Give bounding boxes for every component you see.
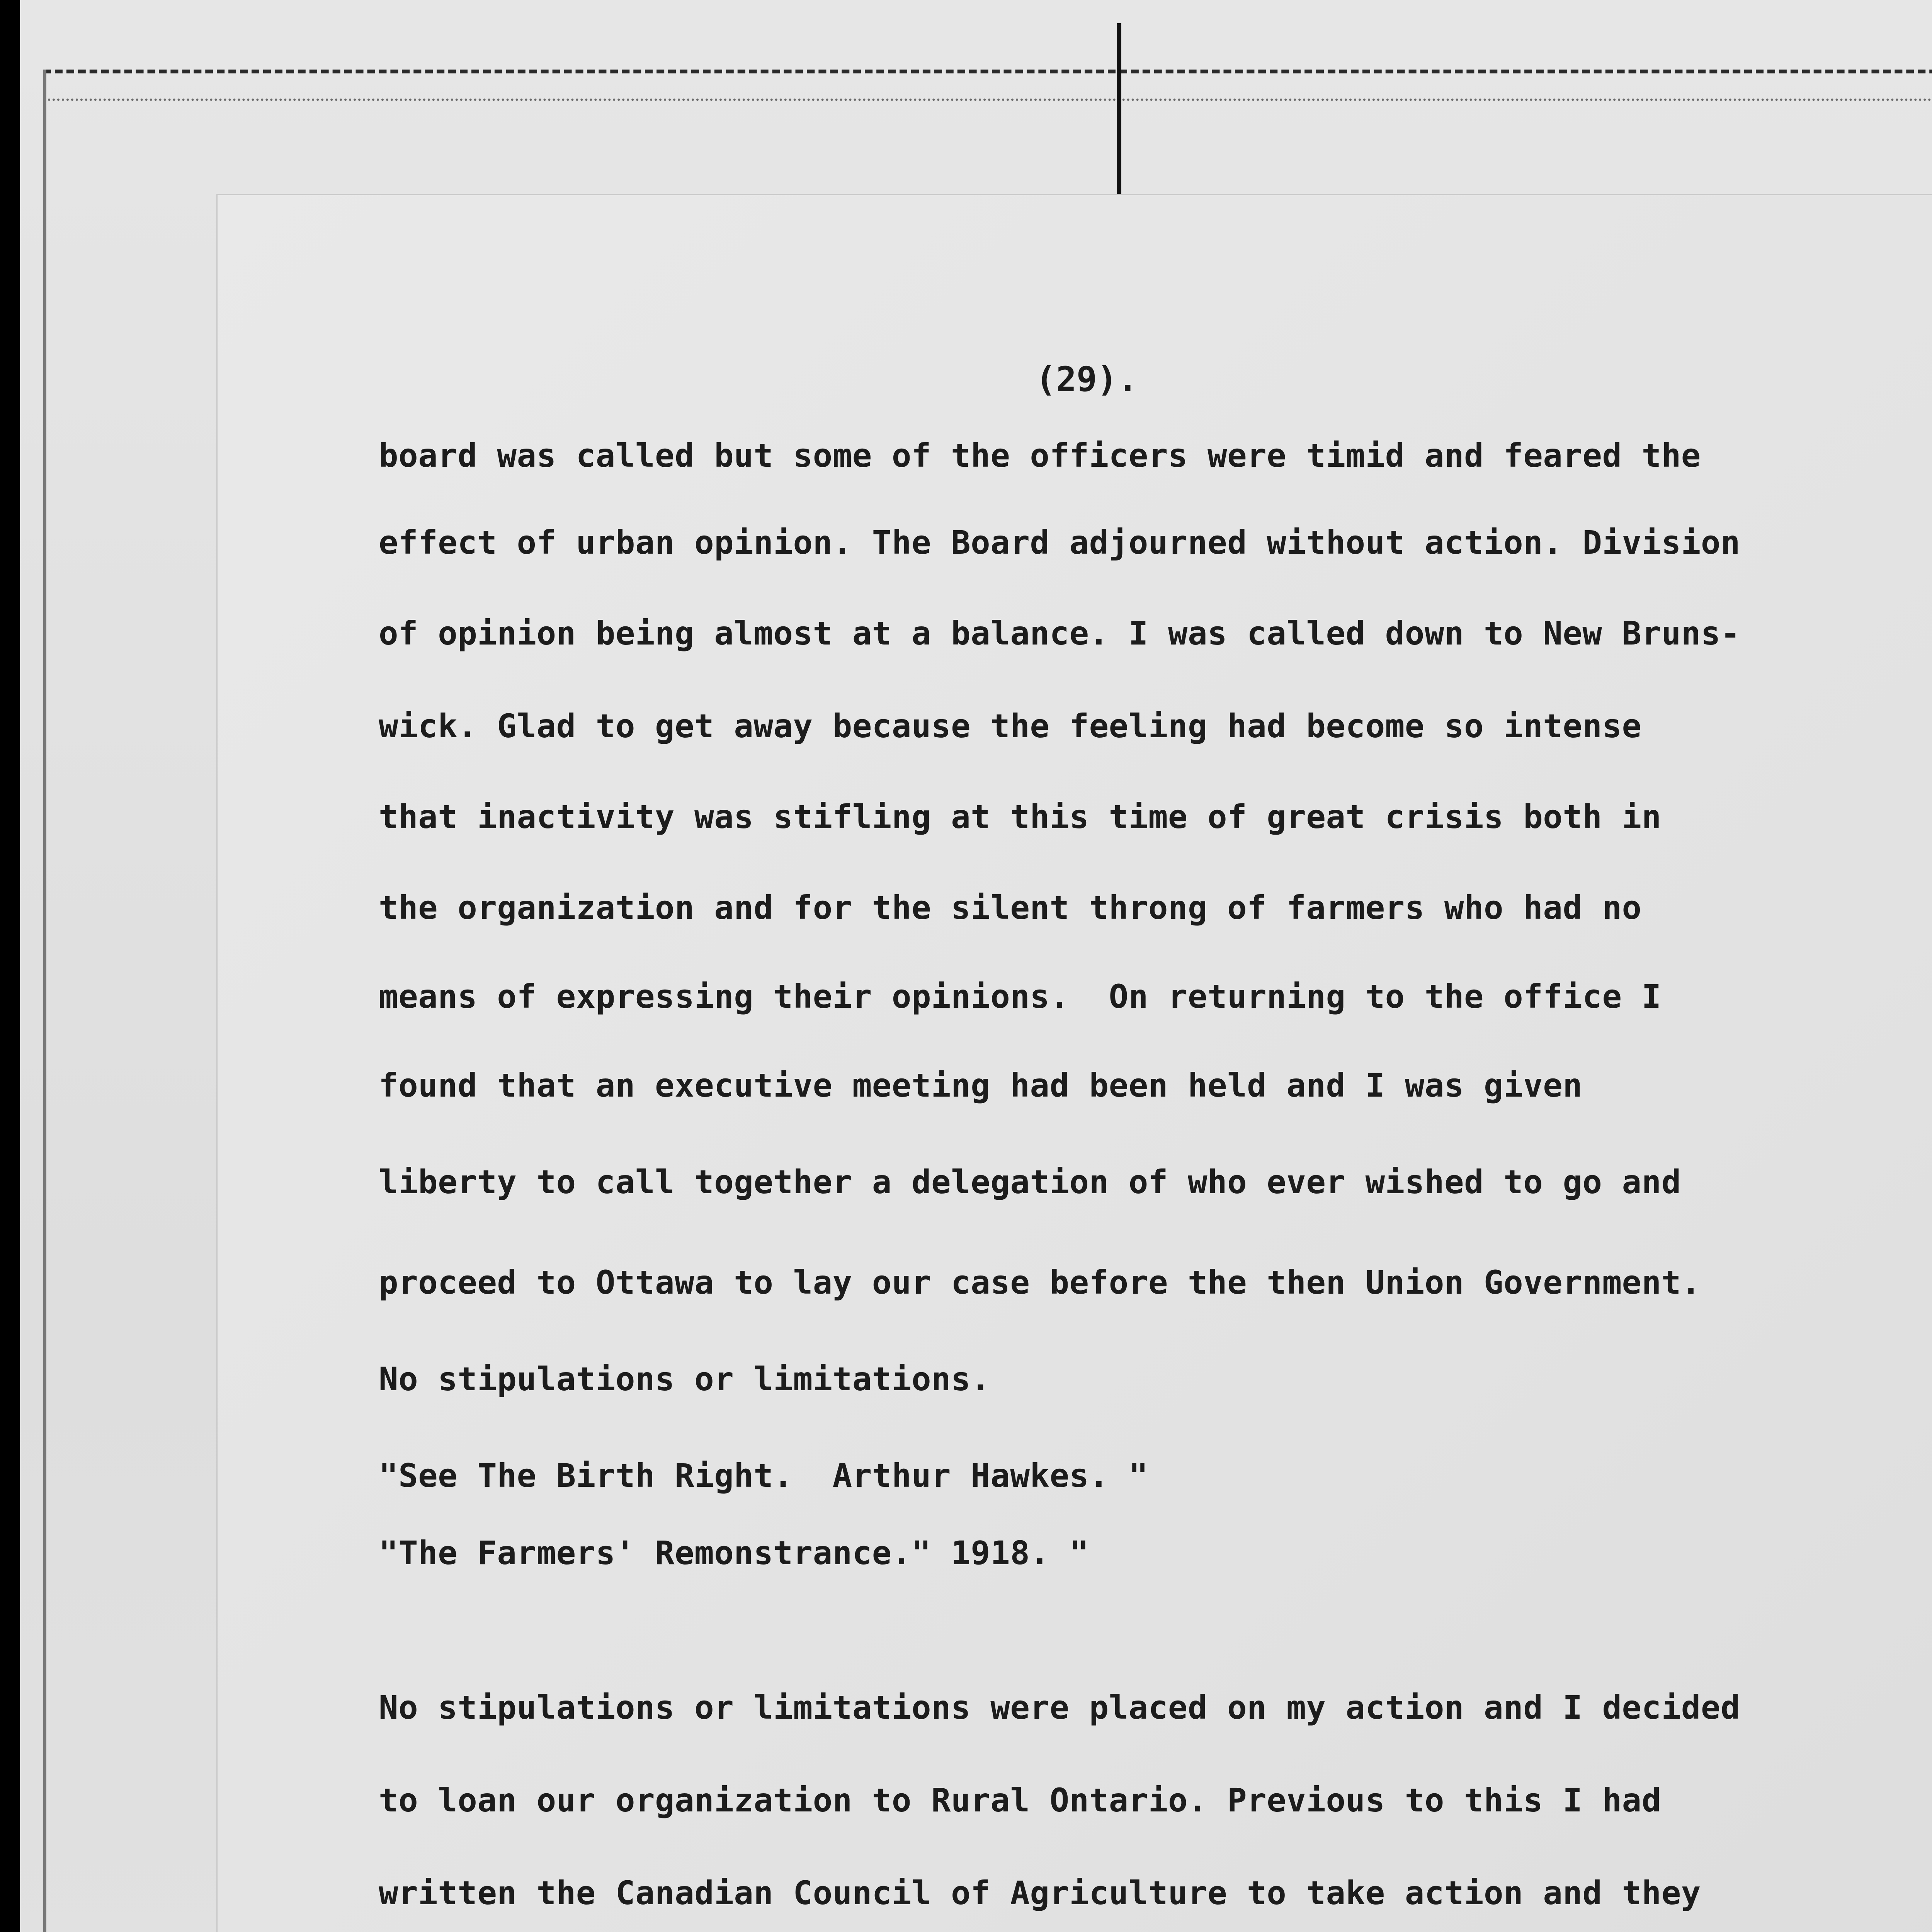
left-border-rule <box>43 70 46 1932</box>
text-line: No stipulations or limitations. <box>379 1360 991 1398</box>
text-line: No stipulations or limitations were placed on my action and I decided <box>379 1689 1740 1726</box>
text-line: of opinion being almost at a balance. I was called down to New Bruns- <box>379 614 1740 652</box>
citation-line: "The Farmers' Remonstrance." 1918. " <box>379 1534 1089 1572</box>
text-line: to loan our organization to Rural Ontario. Previous to this I had <box>379 1781 1662 1819</box>
text-line: means of expressing their opinions. On returning to the office I <box>379 978 1662 1015</box>
text-line: wick. Glad to get away because the feeling had become so intense <box>379 707 1642 745</box>
text-line: written the Canadian Council of Agriculture to take action and they <box>379 1874 1701 1912</box>
text-line: that inactivity was stifling at this time of great crisis both in <box>379 798 1662 836</box>
text-line: effect of urban opinion. The Board adjourned without action. Division <box>379 524 1740 561</box>
text-line: board was called but some of the officers were timid and feared the <box>379 437 1701 474</box>
citation-line: "See The Birth Right. Arthur Hawkes. " <box>379 1457 1148 1495</box>
page-number: (29). <box>1036 359 1138 399</box>
top-dashed-rule <box>43 70 1932 73</box>
text-line: proceed to Ottawa to lay our case before the then Union Government. <box>379 1264 1701 1301</box>
center-divider <box>1117 23 1121 201</box>
text-line: found that an executive meeting had been held and I was given <box>379 1066 1583 1104</box>
top-dotted-rule <box>43 99 1932 101</box>
text-line: the organization and for the silent throng of farmers who had no <box>379 889 1642 927</box>
text-line: liberty to call together a delegation of who ever wished to go and <box>379 1163 1681 1201</box>
